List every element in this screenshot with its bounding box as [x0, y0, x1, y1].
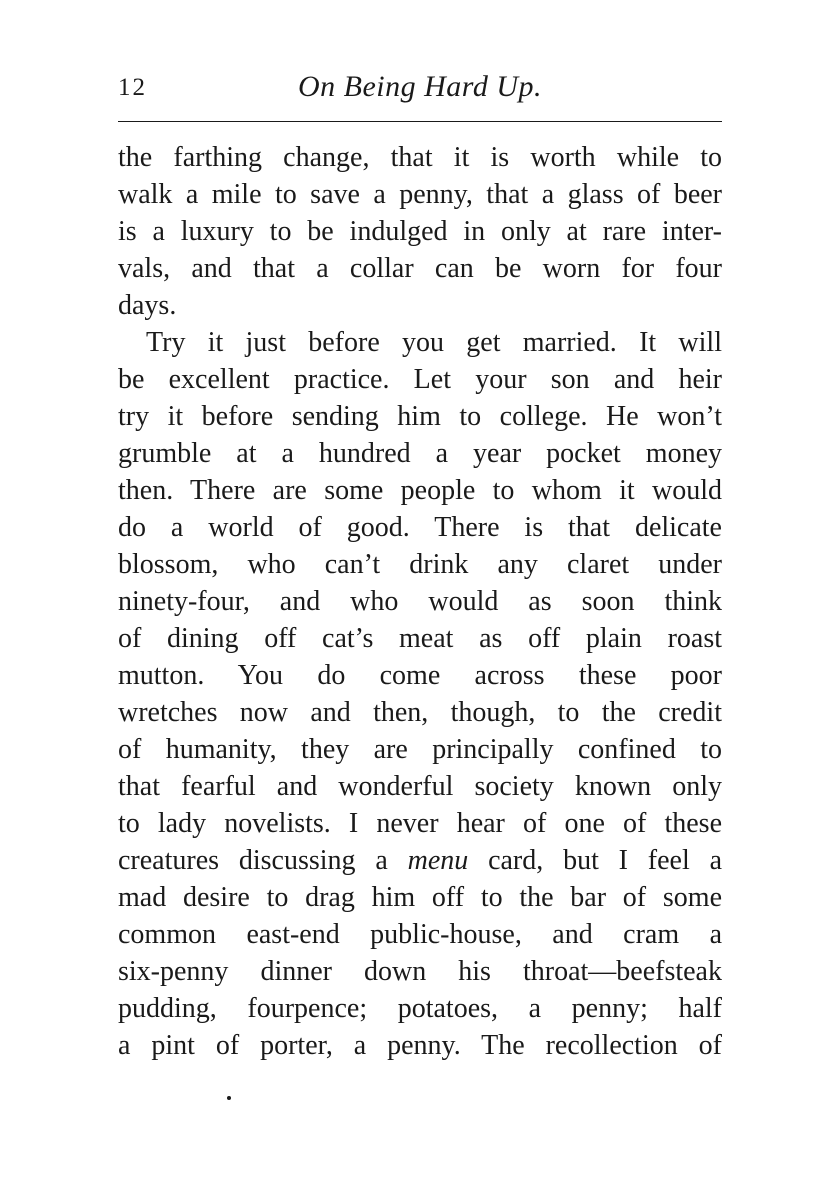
- text-line: blossom, who can’t drink any claret under: [118, 549, 722, 580]
- header-rule: [118, 121, 722, 122]
- text-line: grumble at a hundred a year pocket money: [118, 438, 722, 469]
- text-line: mad desire to drag him off to the bar of some: [118, 882, 722, 913]
- line-part-after: card, but I feel a: [468, 845, 723, 876]
- text-line: then. There are some people to whom it would: [118, 475, 722, 506]
- text-line: be excellent practice. Let your son and heir: [118, 364, 722, 395]
- body-text: [118, 139, 722, 1064]
- text-line: that fearful and wonderful society known only: [118, 771, 722, 802]
- ink-dot: [227, 1096, 231, 1100]
- text-line: mutton. You do come across these poor: [118, 660, 722, 691]
- line-part-before: creatures discussing a: [118, 845, 408, 876]
- text-line: six-penny dinner down his throat—beefsteak: [118, 956, 722, 987]
- text-line: try it before sending him to college. He won’t: [118, 401, 722, 432]
- page-number: 12: [118, 74, 147, 101]
- italic-word-menu: menu: [407, 845, 469, 876]
- text-line: vals, and that a collar can be worn for four: [118, 253, 722, 284]
- text-line: a pint of porter, a penny. The recollection of: [118, 1030, 722, 1061]
- text-line: to lady novelists. I never hear of one of these: [118, 808, 722, 839]
- text-line: wretches now and then, though, to the credit: [118, 697, 722, 728]
- text-line: days.: [118, 290, 177, 321]
- text-line: ninety-four, and who would as soon think: [118, 586, 722, 617]
- text-line: common east-end public-house, and cram a: [118, 919, 722, 950]
- running-head: On Being Hard Up.: [297, 70, 543, 103]
- text-line: of dining off cat’s meat as off plain roast: [118, 623, 722, 654]
- text-line: is a luxury to be indulged in only at rare inter-: [118, 216, 722, 247]
- text-line-with-italic: [118, 842, 722, 879]
- text-line: do a world of good. There is that delicate: [118, 512, 722, 543]
- text-line: of humanity, they are principally confined to: [118, 734, 722, 765]
- text-line: Try it just before you get married. It will: [146, 327, 722, 358]
- text-line: pudding, fourpence; potatoes, a penny; half: [118, 993, 722, 1024]
- text-line: walk a mile to save a penny, that a glass of beer: [118, 179, 722, 210]
- page-header: [118, 70, 722, 110]
- text-line: the farthing change, that it is worth while to: [118, 142, 722, 173]
